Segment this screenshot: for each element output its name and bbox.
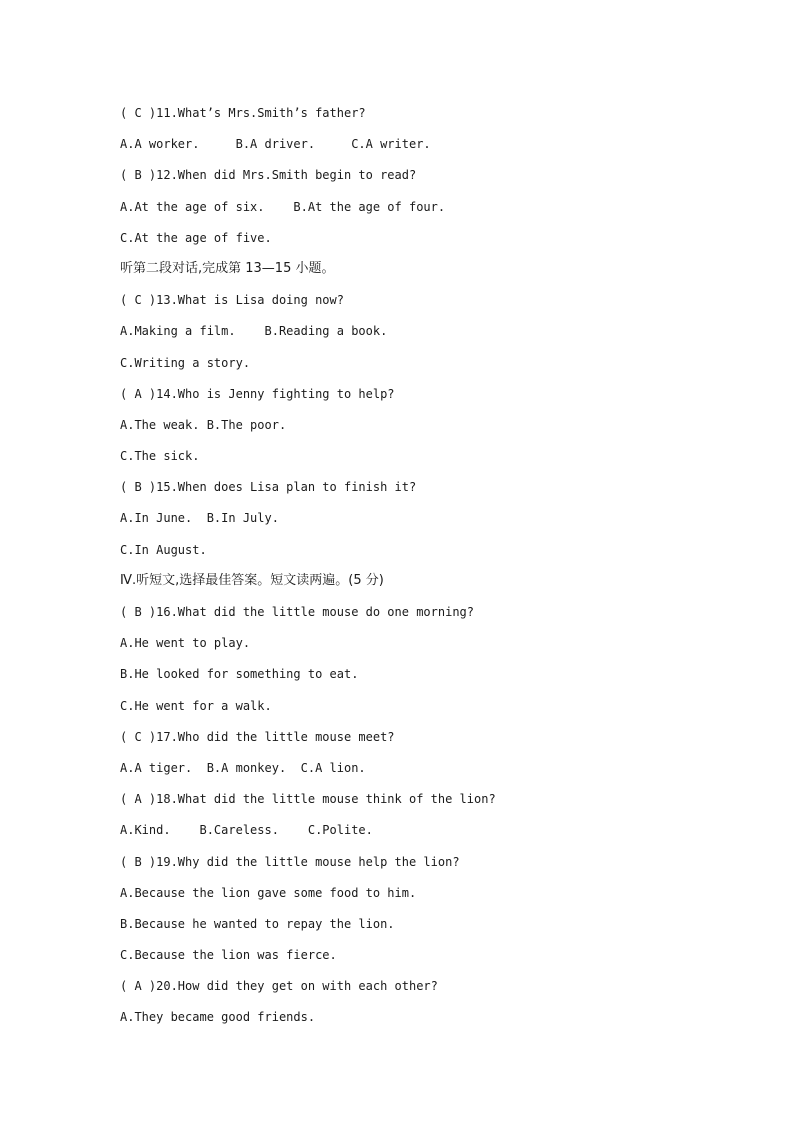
question-15-options-ab: A.In June. B.In July. bbox=[120, 511, 279, 526]
question-19-option-c: C.Because the lion was fierce. bbox=[120, 948, 337, 963]
question-11-options: A.A worker. B.A driver. C.A writer. bbox=[120, 137, 431, 152]
question-14: ( A )14.Who is Jenny fighting to help? bbox=[120, 386, 395, 401]
question-20: ( A )20.How did they get on with each other? bbox=[120, 979, 438, 994]
question-19: ( B )19.Why did the little mouse help the lion? bbox=[120, 854, 460, 869]
question-14-options-ab: A.The weak. B.The poor. bbox=[120, 417, 287, 432]
question-14-option-c: C.The sick. bbox=[120, 449, 200, 464]
question-16-option-b: B.He looked for something to eat. bbox=[120, 667, 359, 682]
question-12-option-c: C.At the age of five. bbox=[120, 230, 272, 245]
question-16: ( B )16.What did the little mouse do one morning? bbox=[120, 605, 475, 619]
question-17-options: A.A tiger. B.A monkey. C.A lion. bbox=[120, 760, 366, 775]
question-12-options-ab: A.At the age of six. B.At the age of four. bbox=[120, 199, 446, 214]
question-12: ( B )12.When did Mrs.Smith begin to read? bbox=[120, 168, 417, 183]
question-16-option-c: C.He went for a walk. bbox=[120, 698, 272, 713]
section-iv-heading: Ⅳ.听短文,选择最佳答案。短文读两遍。(5 分) bbox=[120, 572, 384, 588]
question-19-option-a: A.Because the lion gave some food to him. bbox=[120, 885, 417, 900]
question-15-option-c: C.In August. bbox=[120, 542, 207, 557]
question-17: ( C )17.Who did the little mouse meet? bbox=[120, 729, 395, 744]
question-13: ( C )13.What is Lisa doing now? bbox=[120, 293, 344, 308]
question-20-option-a: A.They became good friends. bbox=[120, 1010, 316, 1025]
question-18: ( A )18.What did the little mouse think of the lion? bbox=[120, 792, 496, 807]
question-13-option-c: C.Writing a story. bbox=[120, 355, 251, 370]
question-15: ( B )15.When does Lisa plan to finish it? bbox=[120, 480, 417, 495]
exam-document bbox=[120, 102, 740, 1038]
question-16-option-a: A.He went to play. bbox=[120, 636, 251, 651]
question-19-option-b: B.Because he wanted to repay the lion. bbox=[120, 916, 395, 931]
section-instruction-dialogue-2: 听第二段对话,完成第 13—15 小题。 bbox=[120, 260, 335, 276]
question-13-options-ab: A.Making a film. B.Reading a book. bbox=[120, 324, 388, 339]
question-18-options: A.Kind. B.Careless. C.Polite. bbox=[120, 823, 373, 838]
question-11: ( C )11.What’s Mrs.Smith’s father? bbox=[120, 106, 366, 120]
